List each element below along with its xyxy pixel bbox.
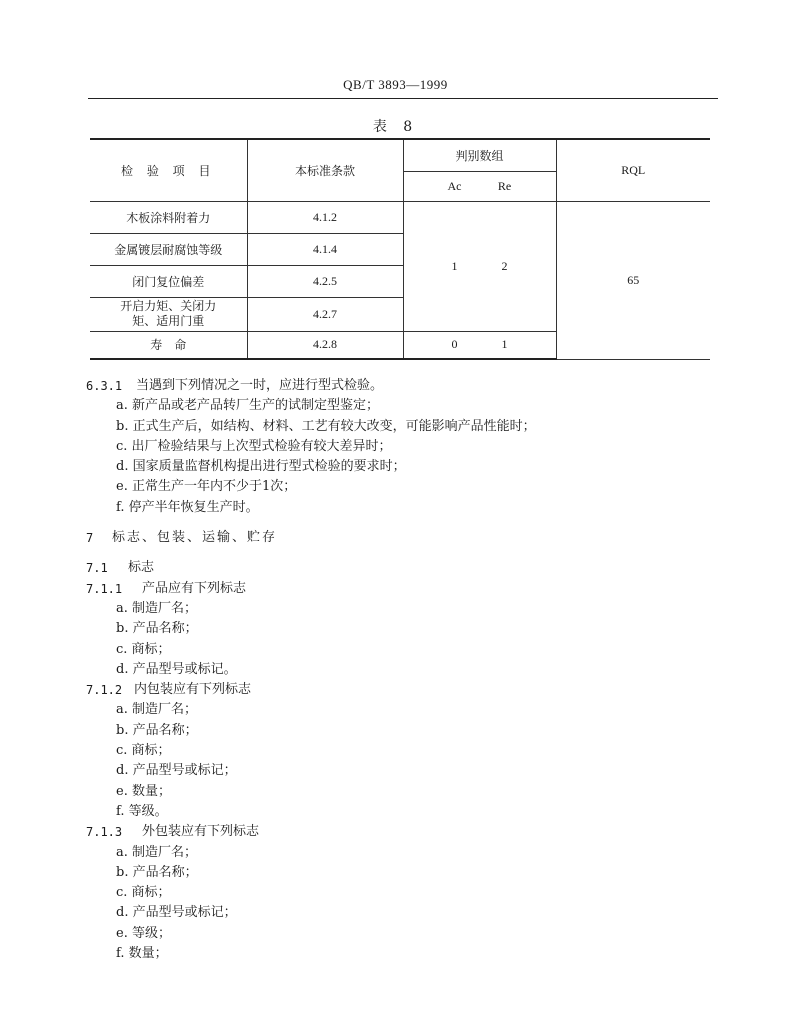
section-7-1-1 — [0, 579, 791, 599]
row-clause: 4.1.2 — [247, 201, 403, 233]
judge-group-2 — [403, 331, 556, 359]
group1-re: 2 — [501, 258, 508, 273]
list-item-text: b. 正式生产后，如结构、材料、工艺有较大改变，可能影响产品性能时； — [116, 418, 536, 434]
list-item-text: d. 国家质量监督机构提出进行型式检验的要求时； — [116, 459, 406, 475]
list-item-text: c. 商标； — [116, 641, 171, 657]
row-item — [90, 297, 247, 331]
section-text: 外包装应有下列标志 — [142, 824, 260, 840]
row-clause: 4.1.4 — [247, 233, 403, 265]
table-title: 表 8 — [372, 119, 419, 135]
list-item-text: d. 产品型号或标记。 — [116, 661, 237, 677]
row-item-line: 矩、适用门重 — [132, 314, 205, 328]
header-rule — [88, 98, 718, 99]
row-clause: 4.2.5 — [247, 265, 403, 297]
list-item-text: d. 产品型号或标记； — [116, 763, 237, 779]
list-item — [0, 619, 791, 639]
list-item-text: a. 制造厂名； — [116, 600, 198, 616]
list-item — [0, 843, 791, 863]
section-text: 当遇到下列情况之一时，应进行型式检验。 — [136, 378, 384, 393]
list-item-text: f. 停产半年恢复生产时。 — [116, 499, 259, 515]
list-item-text: a. 新产品或老产品转厂生产的试制定型鉴定； — [116, 398, 380, 414]
list-item-text: f. 等级。 — [116, 803, 168, 819]
list-item — [0, 721, 791, 741]
list-item-text: c. 商标； — [116, 743, 171, 759]
header-item: 检 验 项 目 — [90, 139, 247, 201]
list-item — [0, 437, 791, 457]
list-item-text: d. 产品型号或标记； — [116, 905, 237, 921]
section-number: 7.1.3 — [86, 825, 123, 840]
group1-ac: 1 — [451, 258, 458, 273]
section-text: 产品应有下列标志 — [142, 580, 247, 596]
header-rql: RQL — [556, 139, 710, 201]
section-text: 内包装应有下列标志 — [134, 682, 252, 698]
list-item — [0, 903, 791, 923]
section-7-1-2 — [0, 680, 791, 700]
list-item-text: c. 出厂检验结果与上次型式检验有较大差异时； — [116, 438, 392, 454]
section-7-1 — [0, 558, 791, 578]
list-item-text: a. 制造厂名； — [116, 844, 198, 860]
list-item-text: b. 产品名称； — [116, 864, 198, 880]
list-item-text: b. 产品名称； — [116, 621, 198, 637]
list-item — [0, 660, 791, 680]
list-item-text: c. 商标； — [116, 885, 171, 901]
list-item-text: f. 数量； — [116, 946, 168, 962]
row-clause: 4.2.8 — [247, 331, 403, 359]
row-item-line: 开启力矩、关闭力 — [120, 299, 217, 313]
document-code: QB/T 3893—1999 — [343, 77, 448, 92]
section-number: 7.1.1 — [86, 581, 123, 596]
section-7 — [0, 528, 791, 548]
row-item: 木板涂料附着力 — [90, 201, 247, 233]
list-item — [0, 761, 791, 781]
row-clause: 4.2.7 — [247, 297, 403, 331]
row-item: 寿 命 — [90, 331, 247, 359]
group2-ac: 0 — [451, 337, 458, 352]
list-item — [0, 396, 791, 416]
list-item — [0, 944, 791, 964]
inspection-table — [90, 138, 710, 360]
row-item: 金属镀层耐腐蚀等级 — [90, 233, 247, 265]
list-item — [0, 457, 791, 477]
section-6-3-1 — [0, 376, 791, 396]
list-item — [0, 863, 791, 883]
list-item — [0, 599, 791, 619]
header-clause: 本标准条款 — [247, 139, 403, 201]
section-number: 7.1.2 — [86, 683, 123, 698]
list-item — [0, 802, 791, 822]
list-item — [0, 640, 791, 660]
rql-value: 65 — [556, 201, 710, 359]
list-item-text: e. 等级； — [116, 925, 171, 941]
list-item-text: e. 正常生产一年内不少于1次； — [116, 479, 297, 495]
section-7-1-3 — [0, 822, 791, 842]
section-number: 7.1 — [86, 561, 108, 576]
list-item-text: b. 产品名称； — [116, 722, 198, 738]
list-item — [0, 417, 791, 437]
list-item — [0, 477, 791, 497]
section-text: 标志 — [128, 560, 155, 576]
list-item — [0, 498, 791, 518]
header-ac-re — [403, 171, 556, 201]
body-text — [0, 376, 791, 964]
list-item — [0, 782, 791, 802]
section-text: 标志、包装、运输、贮存 — [112, 530, 278, 546]
list-item-text: e. 数量； — [116, 783, 171, 799]
list-item — [0, 924, 791, 944]
header-ac: Ac — [447, 178, 462, 193]
list-item — [0, 741, 791, 761]
judge-group-1 — [403, 201, 556, 331]
row-item: 闭门复位偏差 — [90, 265, 247, 297]
header-re: Re — [497, 178, 512, 193]
group2-re: 1 — [501, 337, 508, 352]
header-judge: 判别数组 — [403, 139, 556, 171]
list-item — [0, 883, 791, 903]
list-item — [0, 700, 791, 720]
list-item-text: a. 制造厂名； — [116, 702, 198, 718]
section-number: 7 — [86, 531, 94, 546]
section-number: 6.3.1 — [86, 379, 123, 393]
